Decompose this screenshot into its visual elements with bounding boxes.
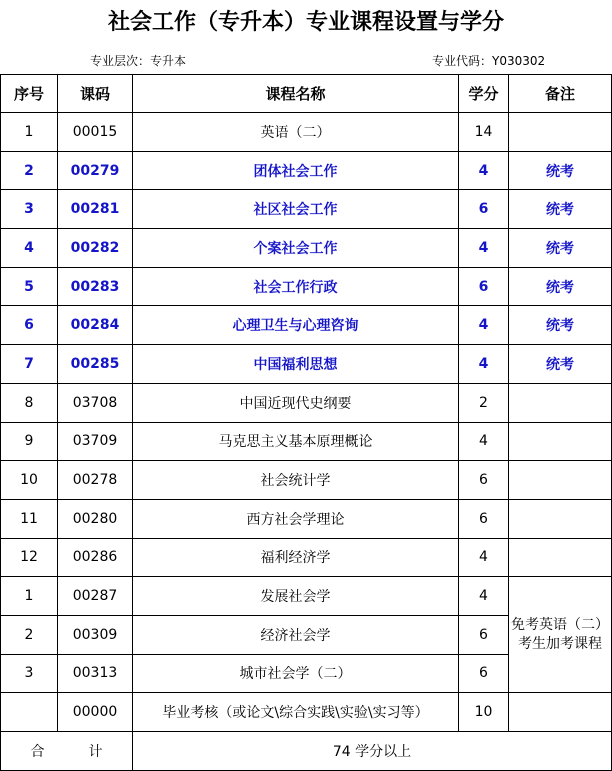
cell-code: 00015 bbox=[58, 113, 133, 152]
cell-name: 西方社会学理论 bbox=[133, 499, 459, 538]
cell-name: 中国近现代史纲要 bbox=[133, 383, 459, 422]
cell-code: 00280 bbox=[58, 499, 133, 538]
cell-name: 社会统计学 bbox=[133, 461, 459, 500]
table-row bbox=[1, 267, 612, 306]
table-row bbox=[1, 113, 612, 152]
cell-seq: 11 bbox=[1, 499, 58, 538]
cell-code: 00313 bbox=[58, 654, 133, 693]
cell-note: 统考 bbox=[509, 345, 612, 384]
cell-note bbox=[509, 422, 612, 461]
table-header bbox=[1, 75, 612, 113]
cell-credit: 6 bbox=[459, 615, 509, 654]
cell-name: 英语（二） bbox=[133, 113, 459, 152]
cell-credit: 4 bbox=[459, 345, 509, 384]
table-row bbox=[1, 190, 612, 229]
cell-note: 统考 bbox=[509, 151, 612, 190]
table-row bbox=[1, 461, 612, 500]
total-label-a: 合 bbox=[30, 743, 45, 760]
cell-code: 00287 bbox=[58, 577, 133, 616]
cell-credit: 6 bbox=[459, 499, 509, 538]
cell-code: 00279 bbox=[58, 151, 133, 190]
cell-seq: 2 bbox=[1, 615, 58, 654]
cell-name: 个案社会工作 bbox=[133, 229, 459, 268]
cell-note bbox=[509, 461, 612, 500]
table-row bbox=[1, 345, 612, 384]
cell-seq: 7 bbox=[1, 345, 58, 384]
table-row bbox=[1, 577, 612, 616]
table-row bbox=[1, 229, 612, 268]
cell-name: 城市社会学（二） bbox=[133, 654, 459, 693]
cell-name: 社会工作行政 bbox=[133, 267, 459, 306]
cell-seq: 3 bbox=[1, 654, 58, 693]
cell-note bbox=[509, 383, 612, 422]
cell-credit: 4 bbox=[459, 306, 509, 345]
cell-credit: 4 bbox=[459, 229, 509, 268]
major-code: 专业代码：Y030302 bbox=[432, 54, 546, 68]
cell-code: 00278 bbox=[58, 461, 133, 500]
cell-seq bbox=[1, 693, 58, 732]
cell-name: 心理卫生与心理咨询 bbox=[133, 306, 459, 345]
extra-course-note: 免考英语（二）考生加考课程 bbox=[509, 577, 612, 693]
course-table bbox=[0, 74, 612, 771]
cell-credit: 4 bbox=[459, 538, 509, 577]
table-row bbox=[1, 422, 612, 461]
cell-note bbox=[509, 693, 612, 732]
header-code: 课码 bbox=[58, 75, 133, 113]
cell-code: 03709 bbox=[58, 422, 133, 461]
cell-code: 00282 bbox=[58, 229, 133, 268]
cell-name: 马克思主义基本原理概论 bbox=[133, 422, 459, 461]
cell-seq: 5 bbox=[1, 267, 58, 306]
cell-note bbox=[509, 113, 612, 152]
cell-code: 00309 bbox=[58, 615, 133, 654]
cell-credit: 6 bbox=[459, 654, 509, 693]
cell-code: 00000 bbox=[58, 693, 133, 732]
cell-credit: 10 bbox=[459, 693, 509, 732]
cell-name: 毕业考核（或论文\综合实践\实验\实习等） bbox=[133, 693, 459, 732]
table-row bbox=[1, 499, 612, 538]
table-row bbox=[1, 538, 612, 577]
header-credit: 学分 bbox=[459, 75, 509, 113]
cell-code: 00284 bbox=[58, 306, 133, 345]
cell-note bbox=[509, 538, 612, 577]
cell-seq: 4 bbox=[1, 229, 58, 268]
cell-code: 00285 bbox=[58, 345, 133, 384]
total-label bbox=[1, 732, 133, 771]
total-row bbox=[1, 732, 612, 771]
cell-note: 统考 bbox=[509, 267, 612, 306]
cell-name: 社区社会工作 bbox=[133, 190, 459, 229]
cell-seq: 6 bbox=[1, 306, 58, 345]
cell-credit: 4 bbox=[459, 422, 509, 461]
table-row bbox=[1, 383, 612, 422]
cell-seq: 1 bbox=[1, 113, 58, 152]
cell-seq: 9 bbox=[1, 422, 58, 461]
cell-name: 福利经济学 bbox=[133, 538, 459, 577]
cell-credit: 6 bbox=[459, 461, 509, 500]
header-name: 课程名称 bbox=[133, 75, 459, 113]
cell-code: 00286 bbox=[58, 538, 133, 577]
cell-note: 统考 bbox=[509, 306, 612, 345]
cell-note: 统考 bbox=[509, 229, 612, 268]
cell-seq: 10 bbox=[1, 461, 58, 500]
cell-note bbox=[509, 499, 612, 538]
cell-credit: 6 bbox=[459, 267, 509, 306]
total-label-b: 计 bbox=[88, 743, 103, 760]
header-note: 备注 bbox=[509, 75, 612, 113]
cell-credit: 6 bbox=[459, 190, 509, 229]
cell-note: 统考 bbox=[509, 190, 612, 229]
cell-name: 中国福利思想 bbox=[133, 345, 459, 384]
cell-credit: 2 bbox=[459, 383, 509, 422]
cell-credit: 14 bbox=[459, 113, 509, 152]
total-value: 74 学分以上 bbox=[133, 732, 612, 771]
cell-name: 团体社会工作 bbox=[133, 151, 459, 190]
major-level: 专业层次：专升本 bbox=[90, 54, 187, 68]
cell-seq: 1 bbox=[1, 577, 58, 616]
cell-seq: 2 bbox=[1, 151, 58, 190]
cell-seq: 12 bbox=[1, 538, 58, 577]
table-row bbox=[1, 151, 612, 190]
cell-code: 00281 bbox=[58, 190, 133, 229]
cell-name: 经济社会学 bbox=[133, 615, 459, 654]
document-title: 社会工作（专升本）专业课程设置与学分 bbox=[107, 10, 504, 35]
header-seq: 序号 bbox=[1, 75, 58, 113]
cell-code: 03708 bbox=[58, 383, 133, 422]
cell-code: 00283 bbox=[58, 267, 133, 306]
cell-credit: 4 bbox=[459, 151, 509, 190]
cell-credit: 4 bbox=[459, 577, 509, 616]
table-row bbox=[1, 693, 612, 732]
table-row bbox=[1, 306, 612, 345]
cell-seq: 3 bbox=[1, 190, 58, 229]
cell-seq: 8 bbox=[1, 383, 58, 422]
cell-name: 发展社会学 bbox=[133, 577, 459, 616]
